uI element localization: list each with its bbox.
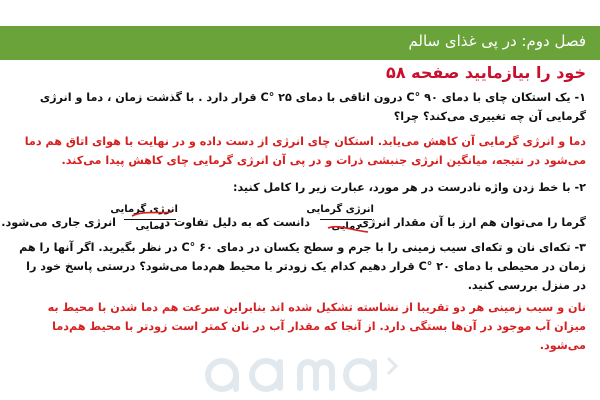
strike-through-icon <box>130 206 174 234</box>
choice-box-1 <box>306 204 374 238</box>
chapter-banner <box>0 26 600 60</box>
sentence-part-a: گرما را می‌توان هم ارز با آن مقدار انرژی <box>358 216 586 229</box>
choice-1-top: انرژی گرمایی <box>306 204 374 215</box>
choice-2-top: انرژی گرمایی <box>110 204 178 215</box>
sentence-part-b: دانست که به دلیل تفاوت در <box>157 216 310 229</box>
chapter-title: فصل دوم: در پی غذای سالم <box>408 32 586 50</box>
gama-logo-icon <box>200 350 410 400</box>
question-1: ۱- یک استکان چای با دمای C° ۹۰ درون اتاقی با دمای C° ۲۵ قرار دارد . با گذشت زمان ، دما و انرژی گرمایی آن چه تغییری می‌کند؟ چرا؟ <box>39 91 586 123</box>
choice-2-bottom: دمایی <box>135 221 165 232</box>
choice-box-2 <box>110 204 178 238</box>
question-3: ۳- تکه‌ای نان و تکه‌ای سیب زمینی را با جرم و سطح یکسان در دمای C° ۶۰ در نظر بگیرید. اگر آنها را هم زمان در محیطی با دمای C° ۲۰ قرار دهیم کدام یک زودتر با محیط هم‌دما می‌شود؟ درستی پاسخ خود را در منزل بررسی کنید. <box>19 241 586 292</box>
answer-1: دما و انرژی گرمایی آن کاهش می‌یابد. استکان چای انرژی از دست داده و در نهایت با هوای اتاق هم دما می‌شود در نتیجه، میانگین انرژی جنبشی ذرات و در پی آن انرژی گرمایی چای کاهش پیدا می‌کند. <box>24 135 586 167</box>
choice-1-bottom: دمایی <box>331 221 361 232</box>
question-2-sentence <box>1 204 586 238</box>
strike-through-icon <box>326 206 370 234</box>
sentence-part-c: انرژی جاری می‌شود. <box>1 216 116 229</box>
page-title: خود را بیازمایید صفحه ۵۸ <box>386 63 586 82</box>
question-2: ۲- با خط زدن واژه نادرست در هر مورد، عبارت زیر را کامل کنید: <box>233 181 586 194</box>
answer-3: نان و سیب زمینی هر دو تقریبا از نشاسته تشکیل شده اند بنابراین سرعت هم دما شدن با محیط به میزان آب موجود در آن‌ها بستگی دارد. از آنجا که مقدار آب در نان کمتر است زودتر با محیط هم‌دما می‌شود. <box>47 301 586 352</box>
